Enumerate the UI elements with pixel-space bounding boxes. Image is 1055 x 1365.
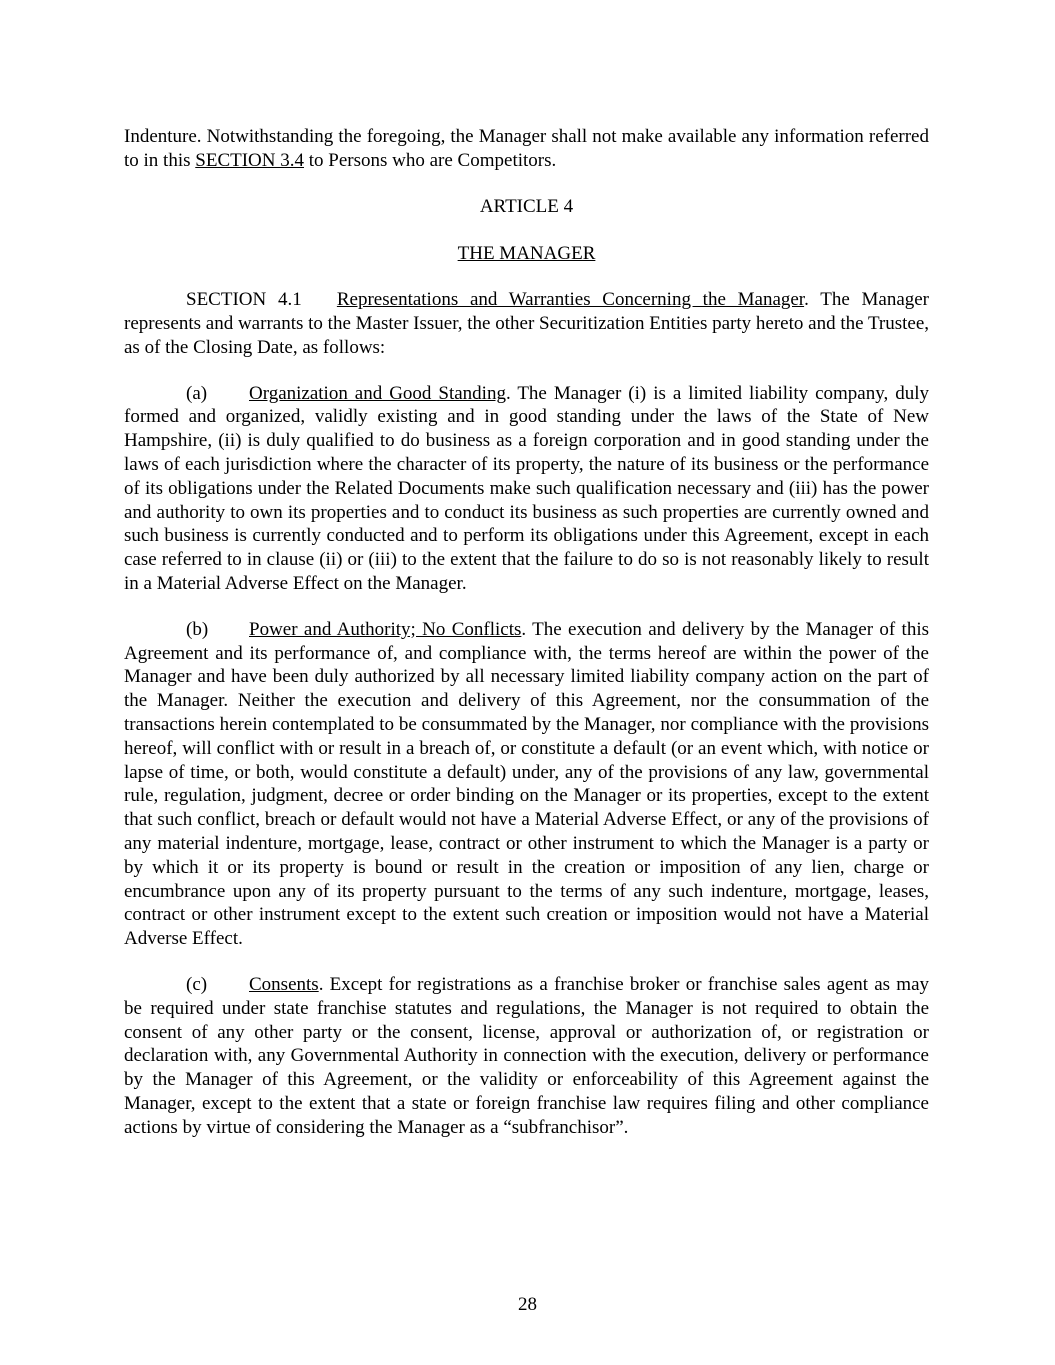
section-body: . The Manager represents and warrants to the Master Issuer, the other Securitization Entities party hereto and the Trustee, as of the Closing Date, as follows:	[124, 289, 930, 358]
section-4-1-paragraph	[124, 288, 929, 359]
article-title	[124, 242, 929, 266]
clause-b-paragraph	[124, 618, 929, 951]
section-3-4-reference: SECTION 3.4	[195, 149, 304, 171]
clause-a-paragraph	[124, 382, 929, 596]
clause-body: . Except for registrations as a franchise broker or franchise sales agent as may be required under state franchise statutes and regulations, the Manager is not required to obtain the consent of any other party or the consent, license, approval or authorization of, or registration or declaration with, any Governmental Authority in connection with the execution, delivery or performance by the Manager of this Agreement, or the validity or enforceability of this Agreement against the Manager, except to the extent that a state or foreign franchise law requires filing and other compliance actions by virtue of considering the Manager as a “subfranchisor”.	[124, 973, 929, 1138]
section-heading: Representations and Warranties Concerning the Manager	[336, 289, 805, 311]
clause-heading: Power and Authority; No Conflicts	[249, 618, 522, 640]
clause-body: . The execution and delivery by the Manager of this Agreement and its performance of, and compliance with, the terms hereof are within the power of the Manager and have been duly authorized by all necessary limited liability company action on the part of the Manager. Neither the execution and delivery of this Agreement, nor the consummation of the transactions herein contemplated to be consummated by the Manager, nor compliance with the provisions hereof, will conflict with or result in a breach of, or constitute a default (or an event which, with notice or lapse of time, or both, would constitute a default) under, any of the provisions of any law, governmental rule, regulation, judgment, decree or order binding on the Manager or its properties, except to the extent that such conflict, breach or default would not have a Material Adverse Effect, or any of the provisions of any material indenture, mortgage, lease, contract or other instrument to which the Manager is a party or by which it or its property is bound or result in the creation or imposition of any lien, charge or encumbrance upon any of its property pursuant to the terms of any such indenture, mortgage, leases, contract or other instrument except to the extent such creation or imposition would not have a Material Adverse Effect.	[124, 618, 929, 950]
intro-text: Indenture. Notwithstanding the foregoing, the Manager shall not make available any information referred to in this	[124, 126, 929, 171]
clause-label: (c)	[186, 973, 208, 995]
intro-paragraph	[124, 125, 929, 173]
clause-label: (a)	[186, 382, 208, 404]
clause-c-paragraph	[124, 973, 929, 1140]
clause-body: . The Manager (i) is a limited liability company, duly formed and organized, validly existing and in good standing under the laws of the State of New Hampshire, (ii) is duly qualified to do business as a foreign corporation and in good standing under the laws of each jurisdiction where the character of its property, the nature of its business or the performance of its obligations under the Related Documents make such qualification necessary and (iii) has the power and authority to own its properties and to conduct its business as such properties are currently owned and such business is currently conducted and to perform its obligations under this Agreement, except in each case referred to in clause (ii) or (iii) to the extent that the failure to do so is not reasonably likely to result in a Material Adverse Effect on the Manager.	[124, 382, 929, 594]
article-number: ARTICLE 4	[479, 195, 574, 217]
section-number: SECTION 4.1	[186, 289, 302, 311]
intro-text-end: to Persons who are Competitors.	[304, 149, 557, 171]
document-page	[124, 125, 929, 1139]
clause-heading: Organization and Good Standing	[249, 382, 506, 404]
article-title-text: THE MANAGER	[457, 243, 596, 265]
page-number: 28	[518, 1294, 537, 1315]
clause-heading: Consents	[249, 973, 319, 995]
clause-label: (b)	[186, 618, 209, 640]
